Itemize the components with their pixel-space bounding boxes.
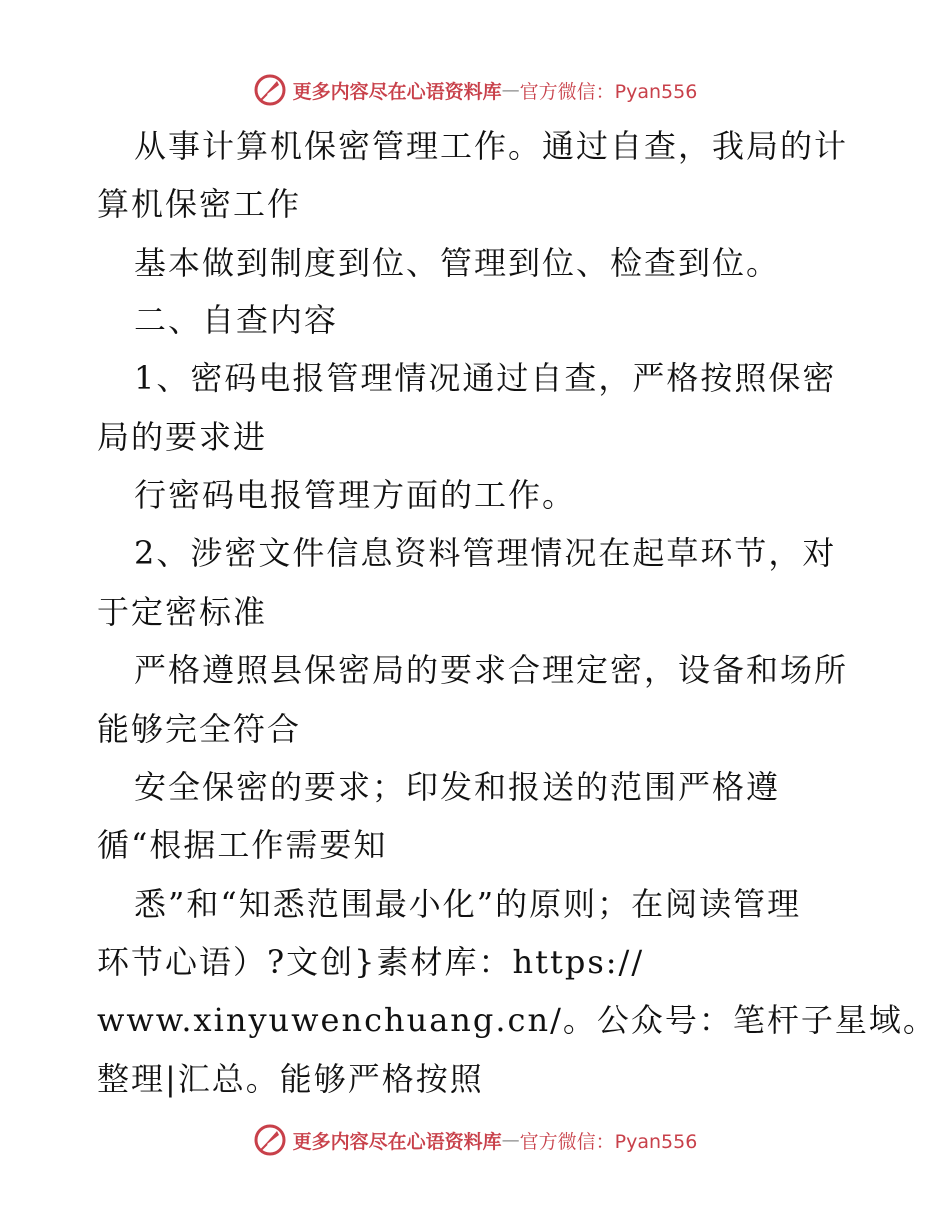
header-banner [0,70,950,110]
body-line: 从事计算机保密管理工作。通过自查，我局的计 [134,127,849,165]
banner-separator: — [501,1129,520,1151]
body-line: 1、密码电报管理情况通过自查，严格按照保密 [134,359,837,397]
body-line: 2、涉密文件信息资料管理情况在起草环节，对 [134,534,837,572]
feather-logo-icon [253,1123,287,1157]
footer-banner [0,1120,950,1160]
body-line: 算机保密工作 [97,185,302,223]
banner-main-text: 更多内容尽在心语资料库 [292,1130,502,1153]
body-line: 于定密标准 [97,593,268,631]
feather-logo-icon [253,73,287,107]
body-line: 基本做到制度到位、管理到位、检查到位。 [134,244,781,282]
banner-wechat-text: 官方微信：Pyan556 [519,1130,698,1153]
section-heading: 二、自查内容 [134,301,339,339]
body-line: www.xinyuwenchuang.cn/。公众号：笔杆子星域。 [97,1001,937,1039]
body-line: 能够完全符合 [97,710,302,748]
body-line: 整理|汇总。能够严格按照 [97,1060,484,1098]
body-line: 循“根据工作需要知 [97,826,388,864]
body-line: 局的要求进 [97,418,268,456]
body-line: 环节心语）?文创}素材库：https:// [97,943,645,981]
banner-wechat-text: 官方微信：Pyan556 [519,80,698,103]
body-line: 悉”和“知悉范围最小化”的原则；在阅读管理 [134,885,802,923]
banner-separator: — [501,79,520,101]
banner-main-text: 更多内容尽在心语资料库 [292,80,502,103]
body-line: 安全保密的要求；印发和报送的范围严格遵 [134,768,781,806]
body-line: 严格遵照县保密局的要求合理定密，设备和场所 [134,651,849,689]
body-line: 行密码电报管理方面的工作。 [134,476,577,514]
